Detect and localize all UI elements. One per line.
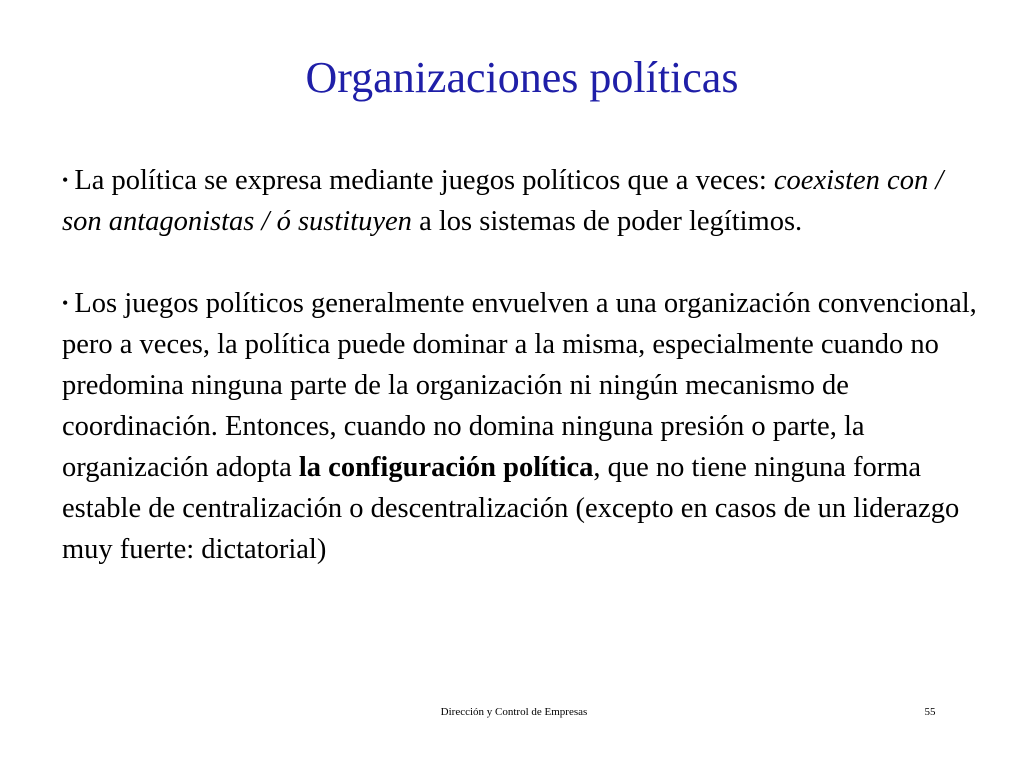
paragraph-1-italic: coexisten con / son antagonistas / ó sustituyen [62,165,944,237]
bullet-paragraph-2 [62,283,982,570]
slide-title: Organizaciones políticas [305,53,739,102]
paragraph-2-bold: la configuración política [298,452,594,483]
paragraph-2-before-bold: Los juegos políticos generalmente envuelven a una organización convencional, pero a veces, la política puede dominar a la misma, especialmente cuando no predomina ninguna parte de la organización ni ningún mecanismo de coordinación. Entonces, cuando no domina ninguna presión o parte, la organización adopta [62,288,977,483]
paragraph-1-intro: La política se expresa mediante juegos políticos que a veces: [74,165,767,196]
bullet-icon: • [62,170,69,190]
slide-footer: Dirección y Control de Empresas [440,706,588,718]
slide-body [62,160,982,570]
paragraph-1-rest: a los sistemas de poder legítimos. [411,206,803,237]
bullet-paragraph-1 [62,160,982,242]
page-number: 55 [924,706,936,718]
bullet-icon: • [62,293,69,313]
paragraph-2-after-bold: , que no tiene ninguna forma estable de centralización o descentralización (excepto en casos de un liderazgo muy fuerte: dictatorial) [62,452,960,565]
